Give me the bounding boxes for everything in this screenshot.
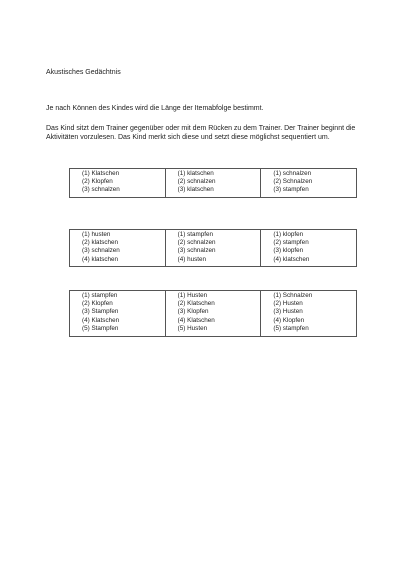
sequence-item: (1) Klatschen — [82, 170, 120, 177]
sequence-column — [260, 291, 356, 336]
sequence-item: (5) stampfen — [273, 324, 309, 332]
sequence-column — [165, 291, 261, 336]
sequence-item: (3) schnalzen — [177, 247, 216, 255]
sequence-item: (3) Stampfen — [82, 308, 119, 316]
sequence-item: (4) klatschen — [82, 255, 119, 263]
sequence-item: (4) Klopfen — [273, 316, 305, 324]
sequence-item: (3) klopfen — [273, 247, 304, 255]
sequence-item: (3) Klopfen — [177, 308, 209, 316]
sequence-item: (2) Schnalzen — [273, 178, 313, 186]
sequence-item: (1) Husten — [177, 292, 208, 299]
sequence-column — [70, 169, 165, 197]
sequence-item: (1) Schnalzen — [273, 292, 313, 299]
sequence-item: (5) Stampfen — [82, 324, 119, 332]
sequence-item: (5) Husten — [177, 324, 208, 332]
sequence-item: (1) klatschen — [177, 170, 214, 177]
sequence-item: (4) Klatschen — [177, 316, 215, 324]
sequence-table-4-items — [69, 229, 357, 267]
sequence-item: (2) stampfen — [273, 239, 309, 247]
sequence-column — [165, 169, 261, 197]
sequence-column — [70, 291, 165, 336]
sequence-item: (2) schnalzen — [177, 239, 216, 247]
sequence-column — [70, 230, 165, 266]
sequence-column — [260, 169, 356, 197]
sequence-item: (3) stampfen — [273, 186, 309, 194]
sequence-item: (2) Klatschen — [177, 300, 215, 308]
sequence-item: (4) klatschen — [273, 255, 310, 263]
sequence-item: (1) stampfen — [82, 292, 118, 299]
sequence-item: (2) Husten — [273, 300, 303, 308]
sequence-item: (3) schnalzen — [82, 186, 120, 194]
sequence-column — [260, 230, 356, 266]
sequence-item: (3) schnalzen — [82, 247, 120, 255]
sequence-table-5-items — [69, 290, 357, 337]
intro-paragraph: Je nach Können des Kindes wird die Länge der Itemabfolge bestimmt. — [46, 105, 264, 112]
sequence-item: (2) klatschen — [82, 239, 119, 247]
sequence-item: (2) schnalzen — [177, 178, 216, 186]
sequence-item: (2) Klopfen — [82, 300, 113, 308]
sequence-item: (1) klopfen — [273, 231, 304, 238]
sequence-item: (4) Klatschen — [82, 316, 120, 324]
sequence-item: (1) schnalzen — [273, 170, 312, 177]
sequence-item: (4) husten — [177, 255, 207, 263]
sequence-item: (1) husten — [82, 231, 111, 238]
sequence-column — [165, 230, 261, 266]
sequence-item: (3) Husten — [273, 308, 303, 316]
sequence-item: (1) stampfen — [177, 231, 214, 238]
document-title: Akustisches Gedächtnis — [46, 69, 121, 76]
sequence-item: (3) klatschen — [177, 186, 214, 194]
sequence-table-3-items — [69, 168, 357, 198]
sequence-item: (2) Klopfen — [82, 178, 113, 186]
instruction-paragraph: Das Kind sitzt dem Trainer gegenüber oder mit dem Rücken zu dem Trainer. Der Trainer beginnt die Aktivitäten vorzulesen. Das Kind merkt sich diese und setzt diese möglichst sequentiert um. — [46, 125, 356, 141]
